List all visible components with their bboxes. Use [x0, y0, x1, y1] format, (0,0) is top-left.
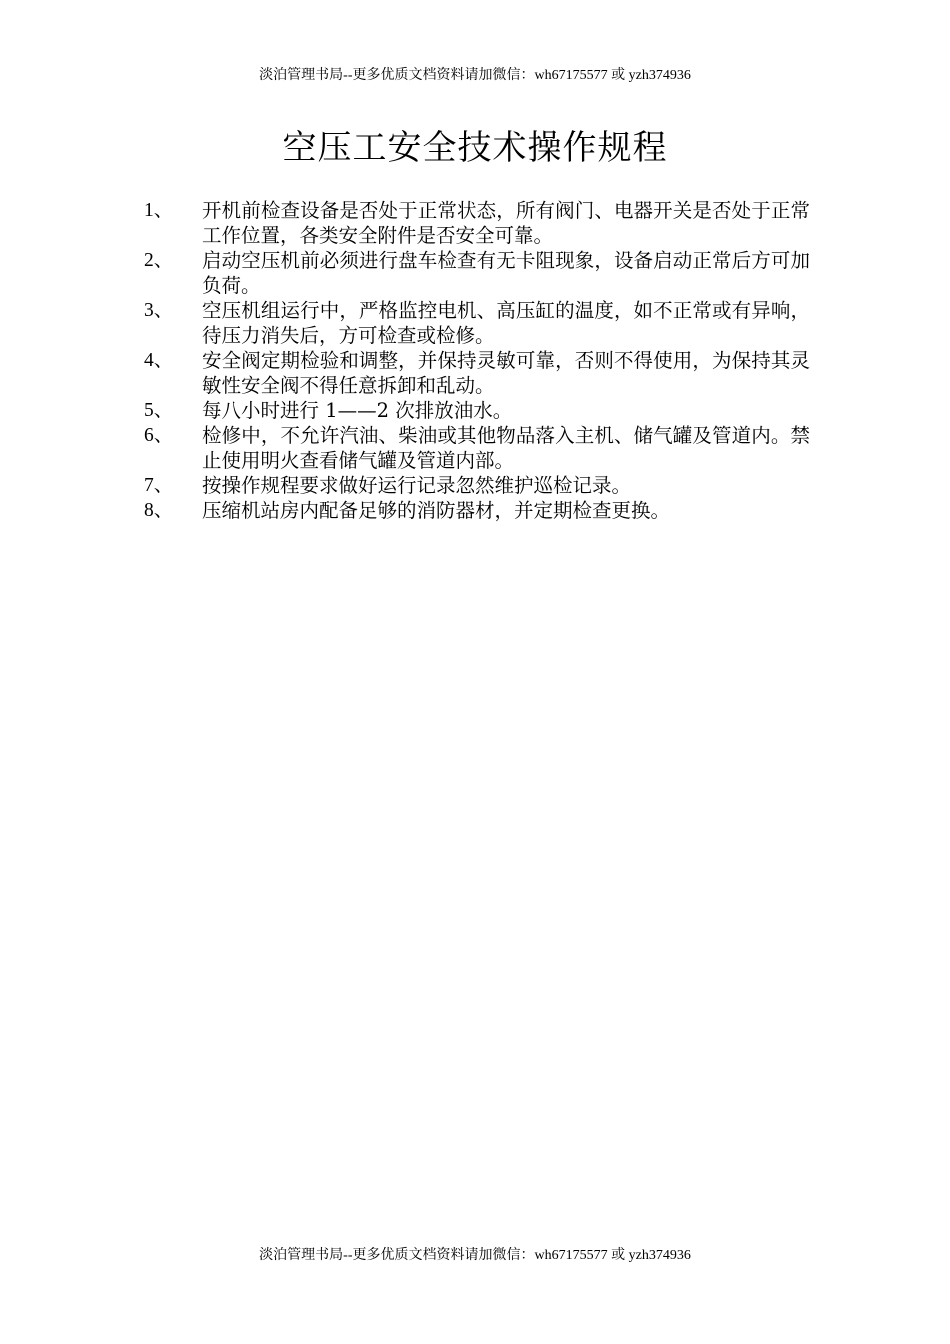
rule-text: 每八小时进行 1——2 次排放油水。	[202, 399, 513, 422]
page-footer: 淡泊管理书局--更多优质文档资料请加微信：wh67175577 或 yzh374936	[259, 1248, 691, 1263]
rule-text: 空压机组运行中，严格监控电机、高压缸的温度，如不正常或有异响，待压力消失后，方可检查或检修。	[202, 299, 810, 347]
rule-item-7	[144, 473, 824, 498]
rule-number: 8、	[144, 500, 174, 521]
rule-item-6	[144, 423, 824, 473]
rule-number: 5、	[144, 400, 174, 421]
rule-text: 安全阀定期检验和调整，并保持灵敏可靠，否则不得使用，为保持其灵敏性安全阀不得任意拆卸和乱动。	[202, 349, 810, 397]
rule-text: 按操作规程要求做好运行记录忽然维护巡检记录。	[202, 474, 632, 497]
rule-number: 4、	[144, 350, 174, 371]
rule-text: 压缩机站房内配备足够的消防器材，并定期检查更换。	[202, 499, 671, 522]
rule-number: 6、	[144, 425, 174, 446]
rule-item-8	[144, 498, 824, 523]
rules-list	[144, 198, 824, 523]
document-title: 空压工安全技术操作规程	[282, 128, 668, 168]
rule-item-2	[144, 248, 824, 298]
page-header: 淡泊管理书局--更多优质文档资料请加微信：wh67175577 或 yzh374936	[259, 68, 691, 83]
rule-number: 7、	[144, 475, 174, 496]
rule-item-5	[144, 398, 824, 423]
rule-text: 启动空压机前必须进行盘车检查有无卡阻现象，设备启动正常后方可加负荷。	[202, 249, 810, 297]
rule-text: 检修中，不允许汽油、柴油或其他物品落入主机、储气罐及管道内。禁止使用明火查看储气罐及管道内部。	[202, 424, 810, 472]
rule-number: 1、	[144, 200, 174, 221]
rule-text: 开机前检查设备是否处于正常状态，所有阀门、电器开关是否处于正常工作位置，各类安全附件是否安全可靠。	[202, 199, 810, 247]
rule-number: 2、	[144, 250, 174, 271]
rule-item-1	[144, 198, 824, 248]
rule-item-4	[144, 348, 824, 398]
rule-item-3	[144, 298, 824, 348]
rule-number: 3、	[144, 300, 174, 321]
